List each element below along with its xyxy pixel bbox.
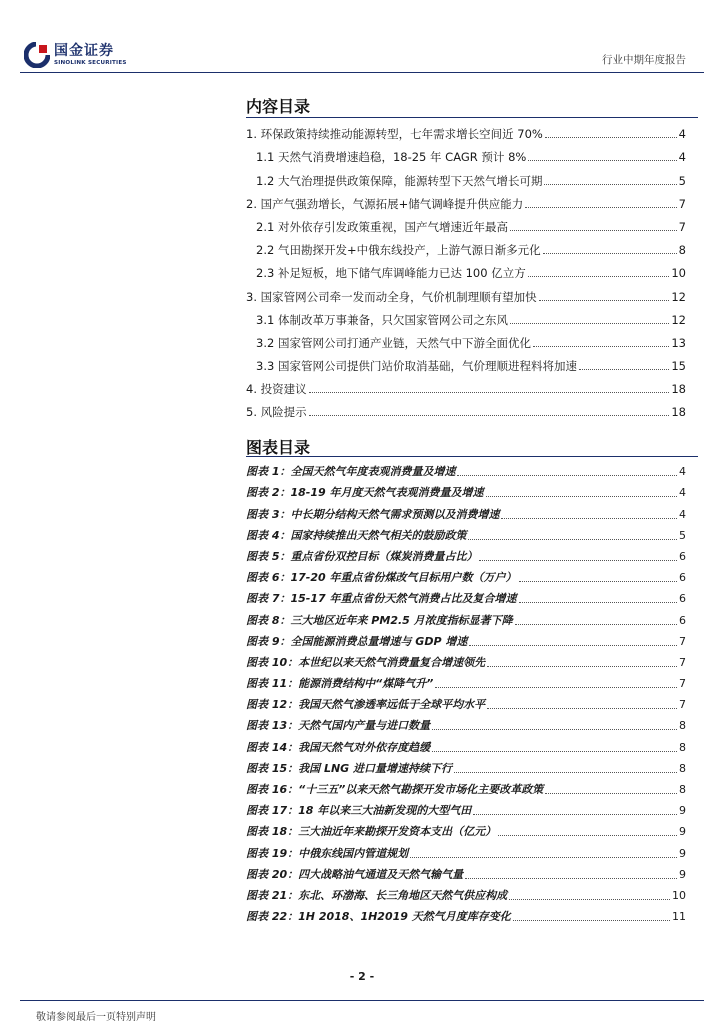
figure-entry-page: 6 bbox=[679, 613, 686, 627]
figure-entry[interactable] bbox=[246, 882, 686, 903]
figure-entry-page: 7 bbox=[679, 655, 686, 669]
disclaimer-note: 敬请参阅最后一页特别声明 bbox=[36, 1012, 156, 1023]
figure-entry-label: 图表 9：全国能源消费总量增速与 GDP 增速 bbox=[246, 634, 468, 648]
toc-entry-label: 3.2 国家管网公司打通产业链，天然气中下游全面优化 bbox=[256, 335, 531, 350]
figure-title-divider bbox=[246, 456, 698, 457]
dot-leader bbox=[501, 518, 677, 519]
toc-entry-page: 7 bbox=[678, 219, 686, 234]
figure-entry[interactable] bbox=[246, 649, 686, 670]
dot-leader bbox=[454, 772, 677, 773]
toc-entry[interactable] bbox=[246, 188, 686, 211]
report-type: 行业中期年度报告 bbox=[602, 54, 686, 66]
dot-leader bbox=[539, 300, 670, 301]
toc-entry-label: 5. 风险提示 bbox=[246, 405, 307, 420]
figure-entry-page: 9 bbox=[679, 867, 686, 881]
figure-entry-label: 图表 6：17-20 年重点省份煤改气目标用户数（万户） bbox=[246, 571, 517, 585]
figure-entry[interactable] bbox=[246, 733, 686, 754]
dot-leader bbox=[545, 793, 677, 794]
figure-entry-page: 4 bbox=[679, 465, 686, 479]
figure-entry-page: 8 bbox=[679, 719, 686, 733]
logo-english-name: SINOLINK SECURITIES bbox=[54, 59, 127, 66]
toc-entry-page: 8 bbox=[678, 243, 686, 258]
toc-entry[interactable] bbox=[246, 304, 686, 327]
page-header bbox=[0, 0, 724, 80]
figure-entry-page: 10 bbox=[672, 888, 686, 902]
figure-entry[interactable] bbox=[246, 755, 686, 776]
toc-entry-page: 5 bbox=[678, 173, 686, 188]
figure-entry-label: 图表 4：国家持续推出天然气相关的鼓励政策 bbox=[246, 528, 467, 542]
dot-leader bbox=[509, 899, 670, 900]
toc-entry[interactable] bbox=[246, 350, 686, 373]
dot-leader bbox=[465, 878, 677, 879]
figure-entry[interactable] bbox=[246, 839, 686, 860]
figure-entry-label: 图表 5：重点省份双控目标（煤炭消费量占比） bbox=[246, 549, 478, 563]
dot-leader bbox=[544, 184, 676, 185]
toc-entry[interactable] bbox=[246, 280, 686, 303]
figure-entry-page: 11 bbox=[672, 910, 686, 924]
figure-entry-label: 图表 18：三大油近年来勘探开发资本支出（亿元） bbox=[246, 825, 497, 839]
dot-leader bbox=[579, 369, 669, 370]
figure-entry-label: 图表 20：四大战略油气通道及天然气输气量 bbox=[246, 867, 464, 881]
logo-chinese-name: 国金证券 bbox=[54, 42, 114, 59]
toc-entry-page: 13 bbox=[671, 335, 686, 350]
toc-entry-label: 4. 投资建议 bbox=[246, 382, 307, 397]
dot-leader bbox=[487, 666, 677, 667]
figure-entry[interactable] bbox=[246, 606, 686, 627]
page-number: - 2 - bbox=[349, 970, 375, 983]
toc-entry-page: 15 bbox=[671, 359, 686, 374]
figure-entry-label: 图表 11：能源消费结构中“煤降气升” bbox=[246, 677, 434, 691]
list-of-figures bbox=[246, 458, 686, 924]
figure-entry-label: 图表 8：三大地区近年来 PM2.5 月浓度指标显著下降 bbox=[246, 613, 513, 627]
figure-entry-label: 图表 10：本世纪以来天然气消费量复合增速领先 bbox=[246, 655, 486, 669]
dot-leader bbox=[473, 814, 677, 815]
figure-entry[interactable] bbox=[246, 543, 686, 564]
dot-leader bbox=[525, 207, 676, 208]
figure-entry-page: 4 bbox=[679, 507, 686, 521]
figure-entry-page: 5 bbox=[679, 528, 686, 542]
toc-entry[interactable] bbox=[246, 164, 686, 187]
figure-entry-label: 图表 22：1H 2018、1H2019 天然气月度库存变化 bbox=[246, 910, 511, 924]
dot-leader bbox=[432, 751, 677, 752]
figure-entry-label: 图表 16：“十三五”以来天然气勘探开发市场化主要改革政策 bbox=[246, 783, 544, 796]
toc-entry-label: 1.2 大气治理提供政策保障，能源转型下天然气增长可期 bbox=[256, 173, 543, 188]
figure-entry-label: 图表 19：中俄东线国内管道规划 bbox=[246, 846, 409, 860]
logo-mark-icon bbox=[24, 42, 50, 68]
figure-entry-page: 7 bbox=[679, 698, 686, 712]
figure-entry-label: 图表 12：我国天然气渗透率远低于全球平均水平 bbox=[246, 698, 486, 712]
figure-entry-label: 图表 7：15-17 年重点省份天然气消费占比及复合增速 bbox=[246, 592, 517, 606]
toc-entry[interactable] bbox=[246, 373, 686, 396]
dot-leader bbox=[515, 624, 677, 625]
figure-entry-label: 图表 2：18-19 年月度天然气表观消费量及增速 bbox=[246, 486, 484, 500]
dot-leader bbox=[309, 392, 670, 393]
dot-leader bbox=[519, 602, 678, 603]
company-logo bbox=[24, 42, 127, 68]
figure-entry-label: 图表 1：全国天然气年度表观消费量及增速 bbox=[246, 465, 456, 479]
figure-entry[interactable] bbox=[246, 712, 686, 733]
figure-entry[interactable] bbox=[246, 861, 686, 882]
dot-leader bbox=[309, 415, 670, 416]
toc-entry-page: 10 bbox=[671, 266, 686, 281]
figure-entry[interactable] bbox=[246, 500, 686, 521]
toc-entry[interactable] bbox=[246, 234, 686, 257]
footer-divider bbox=[20, 1000, 704, 1001]
dot-leader bbox=[435, 687, 677, 688]
figure-entry-page: 7 bbox=[679, 634, 686, 648]
figure-entry[interactable] bbox=[246, 903, 686, 924]
dot-leader bbox=[513, 920, 670, 921]
dot-leader bbox=[510, 230, 677, 231]
figure-entry[interactable] bbox=[246, 479, 686, 500]
figure-entry-page: 6 bbox=[679, 549, 686, 563]
toc-title: 内容目录 bbox=[246, 97, 311, 116]
dot-leader bbox=[468, 539, 677, 540]
figure-entry[interactable] bbox=[246, 691, 686, 712]
figure-entry[interactable] bbox=[246, 522, 686, 543]
header-divider bbox=[20, 72, 704, 73]
toc-entry-label: 2. 国产气强劲增长，气源拓展+储气调峰提升供应能力 bbox=[246, 196, 524, 211]
dot-leader bbox=[487, 708, 677, 709]
dot-leader bbox=[469, 645, 677, 646]
table-of-contents bbox=[246, 118, 686, 419]
toc-entry-label: 2.3 补足短板，地下储气库调峰能力已达 100 亿立方 bbox=[256, 266, 526, 281]
toc-entry-label: 1.1 天然气消费增速趋稳，18-25 年 CAGR 预计 8% bbox=[256, 150, 527, 165]
figure-entry-page: 9 bbox=[679, 846, 686, 860]
toc-entry-label: 3. 国家管网公司牵一发而动全身，气价机制理顺有望加快 bbox=[246, 289, 537, 304]
dot-leader bbox=[528, 160, 676, 161]
toc-entry-label: 3.1 体制改革万事兼备，只欠国家管网公司之东风 bbox=[256, 312, 508, 327]
toc-entry[interactable] bbox=[246, 396, 686, 419]
dot-leader bbox=[457, 475, 677, 476]
toc-entry[interactable] bbox=[246, 257, 686, 280]
dot-leader bbox=[486, 496, 678, 497]
figure-entry[interactable] bbox=[246, 797, 686, 818]
figure-entry-page: 9 bbox=[679, 804, 686, 818]
toc-entry-label: 1. 环保政策持续推动能源转型，七年需求增长空间近 70% bbox=[246, 127, 543, 142]
figure-entry-page: 7 bbox=[679, 677, 686, 691]
figure-entry[interactable] bbox=[246, 818, 686, 839]
toc-entry-page: 7 bbox=[678, 196, 686, 211]
figure-entry-page: 4 bbox=[679, 486, 686, 500]
dot-leader bbox=[519, 581, 678, 582]
figure-entry[interactable] bbox=[246, 564, 686, 585]
toc-entry-page: 4 bbox=[678, 127, 686, 142]
figure-entry-label: 图表 17：18 年以来三大油新发现的大型气田 bbox=[246, 804, 472, 818]
figure-entry[interactable] bbox=[246, 628, 686, 649]
figure-entry-label: 图表 15：我国 LNG 进口量增速持续下行 bbox=[246, 761, 453, 775]
dot-leader bbox=[432, 729, 677, 730]
figure-entry-page: 8 bbox=[679, 740, 686, 754]
figure-entry-page: 8 bbox=[679, 783, 686, 796]
figure-entry[interactable] bbox=[246, 458, 686, 479]
toc-entry[interactable] bbox=[246, 211, 686, 234]
figure-entry-label: 图表 3：中长期分结构天然气需求预测以及消费增速 bbox=[246, 507, 500, 521]
figure-entry-label: 图表 13：天然气国内产量与进口数量 bbox=[246, 719, 431, 733]
figure-entry-label: 图表 14：我国天然气对外依存度趋缓 bbox=[246, 740, 431, 754]
toc-entry-page: 18 bbox=[671, 405, 686, 420]
figure-entry-page: 8 bbox=[679, 761, 686, 775]
toc-entry[interactable] bbox=[246, 141, 686, 164]
dot-leader bbox=[545, 137, 677, 138]
toc-entry-page: 18 bbox=[671, 382, 686, 397]
dot-leader bbox=[528, 276, 670, 277]
figure-entry-page: 6 bbox=[679, 592, 686, 606]
toc-entry-label: 2.1 对外依存引发政策重视，国产气增速近年最高 bbox=[256, 219, 508, 234]
toc-entry[interactable] bbox=[246, 327, 686, 350]
figure-list-title: 图表目录 bbox=[246, 438, 311, 457]
toc-entry-label: 3.3 国家管网公司提供门站价取消基础，气价理顺进程料将加速 bbox=[256, 359, 577, 374]
figure-entry-page: 9 bbox=[679, 825, 686, 839]
figure-entry-label: 图表 21：东北、环渤海、长三角地区天然气供应构成 bbox=[246, 888, 508, 902]
dot-leader bbox=[510, 323, 669, 324]
dot-leader bbox=[543, 253, 677, 254]
figure-entry[interactable] bbox=[246, 585, 686, 606]
toc-entry-label: 2.2 气田勘探开发+中俄东线投产，上游气源日渐多元化 bbox=[256, 243, 541, 258]
dot-leader bbox=[479, 560, 677, 561]
toc-entry-page: 4 bbox=[678, 150, 686, 165]
toc-entry-page: 12 bbox=[671, 289, 686, 304]
toc-entry[interactable] bbox=[246, 118, 686, 141]
toc-entry-page: 12 bbox=[671, 312, 686, 327]
figure-entry[interactable] bbox=[246, 670, 686, 691]
dot-leader bbox=[498, 835, 677, 836]
figure-entry[interactable] bbox=[246, 776, 686, 797]
figure-entry-page: 6 bbox=[679, 571, 686, 585]
dot-leader bbox=[533, 346, 669, 347]
dot-leader bbox=[410, 857, 677, 858]
